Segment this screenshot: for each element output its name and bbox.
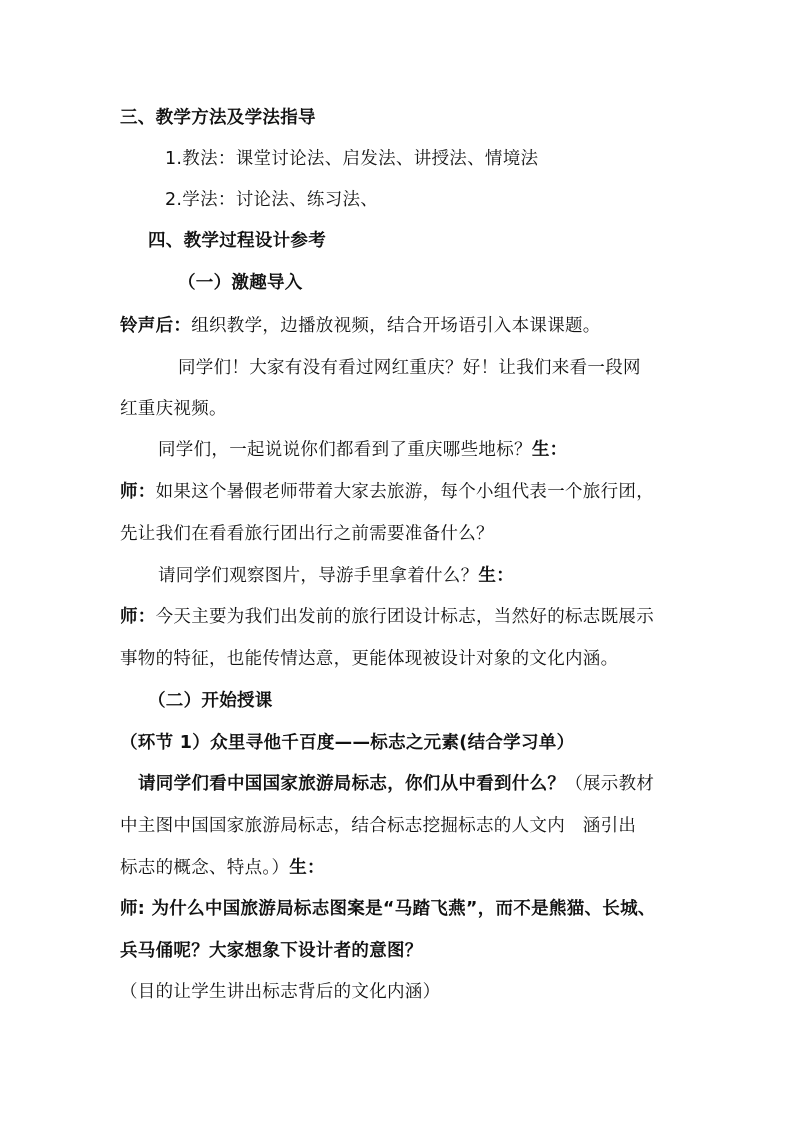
question-text: 请同学们观察图片，导游手里拿着什么？ [158, 566, 479, 586]
teacher-text: 今天主要为我们出发前的旅行团设计标志，当然好的标志既展示 [155, 607, 655, 627]
paragraph-line: 事物的特征，也能传情达意，更能体现被设计对象的文化内涵。 [120, 649, 619, 669]
paragraph-line [120, 856, 325, 880]
paragraph-line: 中主图中国国家旅游局标志，结合标志挖掘标志的人文内 涵引出 [120, 816, 637, 836]
question-paragraph [138, 772, 654, 796]
question-rest: （展示教材 [565, 774, 655, 794]
teacher-label: 师： [120, 482, 156, 502]
teacher-paragraph [120, 480, 654, 504]
teaching-method-item: 1.教法：课堂讨论法、启发法、讲授法、情境法 [165, 149, 539, 169]
teacher-label: 师： [120, 607, 156, 627]
note-line: （目的让学生讲出标志背后的文化内涵） [120, 982, 441, 1002]
subsection-heading-lesson: （二）开始授课 [148, 691, 273, 711]
step-heading: （环节 1）众里寻他千百度——标志之元素(结合学习单） [120, 733, 575, 753]
teacher-question-line: 兵马俑呢？大家想象下设计者的意图？ [120, 941, 423, 961]
bell-text: 组织教学，边播放视频，结合开场语引入本课课题。 [191, 316, 601, 336]
learning-method-item: 2.学法：讨论法、练习法、 [165, 190, 379, 210]
teacher-text: 如果这个暑假老师带着大家去旅游，每个小组代表一个旅行团， [155, 482, 655, 502]
section-heading-teaching-methods: 三、教学方法及学法指导 [120, 108, 316, 128]
section-heading-process: 四、教学过程设计参考 [148, 231, 326, 251]
student-label: 生： [478, 566, 515, 586]
student-label: 生： [531, 440, 568, 460]
paragraph-text: 标志的概念、特点。） [120, 858, 290, 878]
paragraph-line: 先让我们在看看旅行团出行之前需要准备什么？ [120, 524, 494, 544]
bell-paragraph [120, 314, 601, 338]
teacher-question: 师: 为什么中国旅游局标志图案是“马踏飞燕”，而不是熊猫、长城、 [120, 899, 656, 919]
question-paragraph [158, 438, 567, 462]
subsection-heading-intro: （一）激趣导入 [178, 273, 303, 293]
paragraph-line: 同学们！大家有没有看过网红重庆？好！让我们来看一段网 [178, 358, 641, 378]
paragraph-line: 红重庆视频。 [120, 399, 227, 419]
teacher-paragraph [120, 605, 654, 629]
question-bold: 请同学们看中国国家旅游局标志，你们从中看到什么？ [138, 774, 566, 794]
student-label: 生： [289, 858, 325, 878]
bell-label: 铃声后： [120, 316, 192, 336]
question-text: 同学们，一起说说你们都看到了重庆哪些地标？ [158, 440, 532, 460]
question-paragraph [158, 564, 514, 588]
